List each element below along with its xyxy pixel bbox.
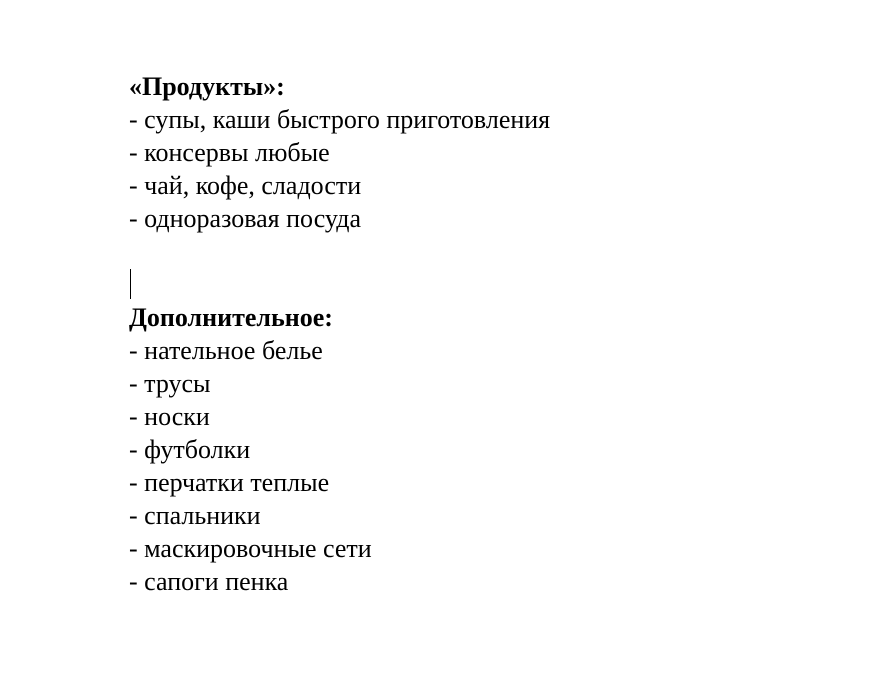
list-item: - спальники (129, 501, 261, 530)
section-heading-additional: Дополнительное: (129, 303, 333, 332)
list-item: - сапоги пенка (129, 567, 289, 596)
list-item: - чай, кофе, сладости (129, 171, 362, 200)
empty-line[interactable] (129, 235, 550, 268)
list-item: - футболки (129, 435, 251, 464)
list-item: - одноразовая посуда (129, 204, 362, 233)
list-item: - нательное белье (129, 336, 323, 365)
section-heading-products: «Продукты»: (129, 72, 285, 101)
list-item: - носки (129, 402, 210, 431)
list-item: - супы, каши быстрого приготовления (129, 105, 551, 134)
document-body[interactable] (129, 70, 550, 598)
text-cursor (130, 269, 131, 299)
list-item: - маскировочные сети (129, 534, 372, 563)
list-item: - консервы любые (129, 138, 330, 167)
list-item: - перчатки теплые (129, 468, 330, 497)
list-item: - трусы (129, 369, 211, 398)
empty-line-with-cursor[interactable] (129, 268, 550, 301)
